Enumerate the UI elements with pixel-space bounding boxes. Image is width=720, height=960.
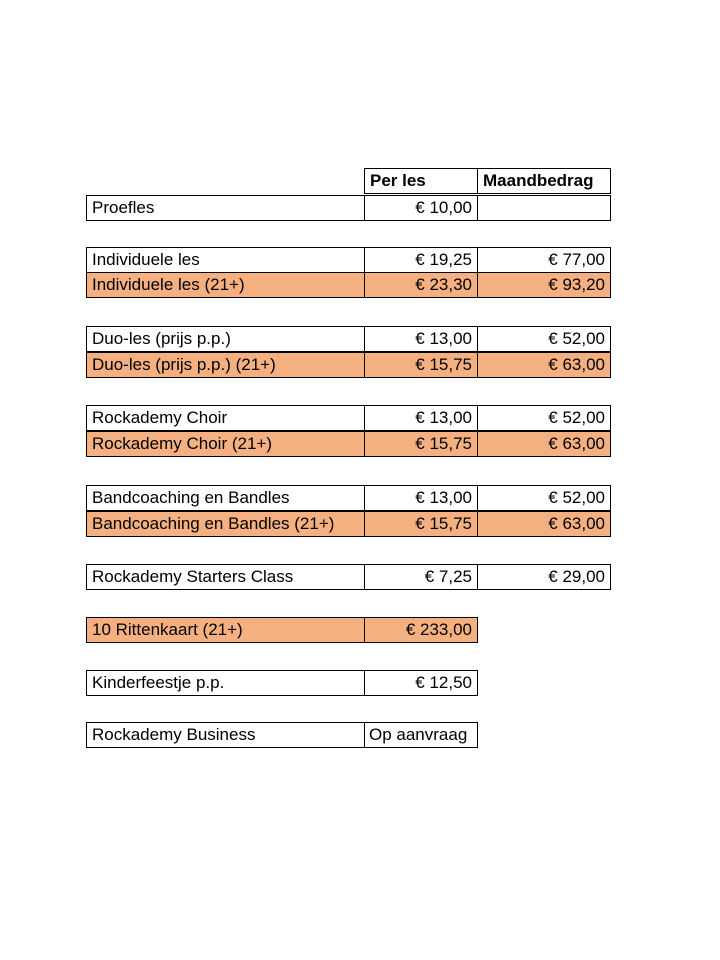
row-maandbedrag: € 52,00 — [477, 485, 611, 511]
row-label: Individuele les — [86, 247, 365, 273]
row-maandbedrag: € 63,00 — [477, 431, 611, 457]
row-label: Rockademy Starters Class — [86, 564, 365, 590]
row-maandbedrag: € 93,20 — [477, 272, 611, 298]
row-label: Proefles — [86, 195, 365, 221]
row-maandbedrag: € 63,00 — [477, 352, 611, 378]
row-per-les: € 10,00 — [364, 195, 478, 221]
row-per-les: € 13,00 — [364, 485, 478, 511]
row-label: Individuele les (21+) — [86, 272, 365, 298]
row-label: Rockademy Business — [86, 722, 365, 748]
row-per-les: € 233,00 — [364, 617, 478, 643]
row-per-les: € 15,75 — [364, 352, 478, 378]
row-per-les: € 7,25 — [364, 564, 478, 590]
row-label: Kinderfeestje p.p. — [86, 670, 365, 696]
row-per-les: Op aanvraag — [364, 722, 478, 748]
row-label: Bandcoaching en Bandles — [86, 485, 365, 511]
row-label: Duo-les (prijs p.p.) (21+) — [86, 352, 365, 378]
row-label: Bandcoaching en Bandles (21+) — [86, 511, 365, 537]
row-per-les: € 19,25 — [364, 247, 478, 273]
row-per-les: € 15,75 — [364, 511, 478, 537]
row-maandbedrag: € 63,00 — [477, 511, 611, 537]
row-label: Duo-les (prijs p.p.) — [86, 326, 365, 352]
header-maandbedrag: Maandbedrag — [477, 168, 611, 194]
row-maandbedrag: € 52,00 — [477, 326, 611, 352]
row-per-les: € 13,00 — [364, 405, 478, 431]
row-per-les: € 15,75 — [364, 431, 478, 457]
row-maandbedrag: € 29,00 — [477, 564, 611, 590]
row-label: 10 Rittenkaart (21+) — [86, 617, 365, 643]
header-per-les: Per les — [364, 168, 478, 194]
row-per-les: € 12,50 — [364, 670, 478, 696]
row-label: Rockademy Choir — [86, 405, 365, 431]
row-maandbedrag: € 77,00 — [477, 247, 611, 273]
row-label: Rockademy Choir (21+) — [86, 431, 365, 457]
row-per-les: € 23,30 — [364, 272, 478, 298]
row-per-les: € 13,00 — [364, 326, 478, 352]
row-maandbedrag — [477, 195, 611, 221]
row-maandbedrag: € 52,00 — [477, 405, 611, 431]
